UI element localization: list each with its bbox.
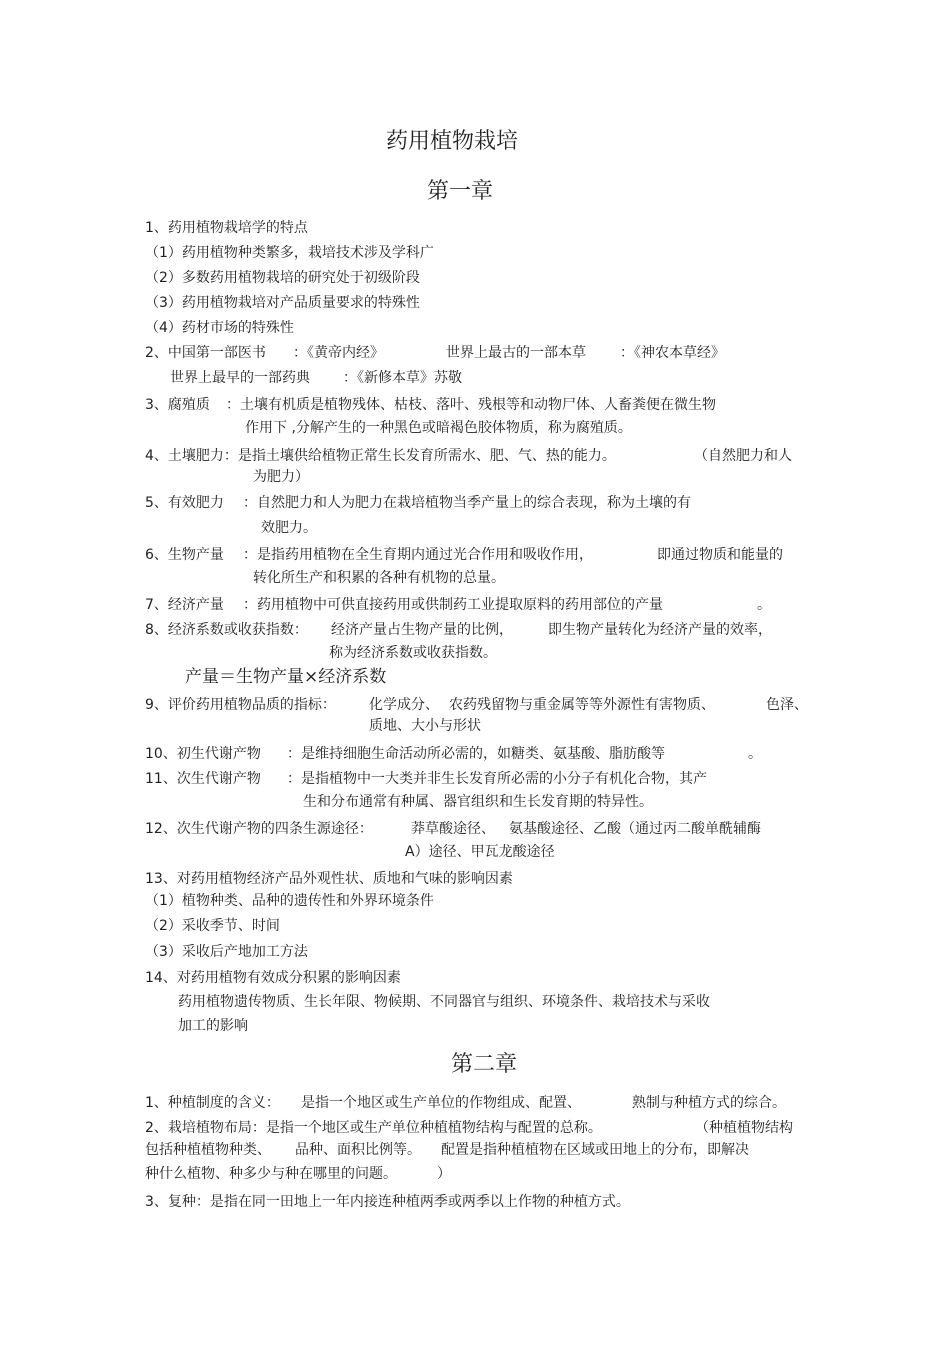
question-text: 3、复种：是指在同一田地上一年内接连种植两季或两季以上作物的种植方式。: [145, 1194, 630, 1210]
question-text: 农药残留物与重金属等等外源性有害物质、: [449, 697, 715, 713]
question-text: 色泽、: [766, 697, 808, 713]
question-text: ：药用植物中可供直接药用或供制药工业提取原料的药用部位的产量: [243, 597, 663, 613]
question-text: ）: [437, 1166, 451, 1182]
list-item: （2）采收季节、时间: [145, 918, 280, 934]
page-title: 药用植物栽培: [386, 129, 519, 154]
question-text: 熟制与种植方式的综合。: [632, 1095, 786, 1111]
question-text: 生和分布通常有种属、器官组织和生长发育期的特异性。: [303, 794, 653, 810]
question-label: 6、生物产量: [145, 547, 224, 563]
question-title: 14、对药用植物有效成分积累的影响因素: [145, 970, 401, 986]
question-text: 经济产量占生物产量的比例，: [331, 622, 513, 638]
question-label: 10、初生代谢产物: [145, 746, 261, 762]
question-text: 转化所生产和积累的各种有机物的总量。: [253, 570, 505, 586]
question-text: 称为经济系数或收获指数。: [329, 645, 497, 661]
question-text: 莽草酸途径、: [411, 821, 495, 837]
question-label: 12、次生代谢产物的四条生源途径：: [145, 821, 373, 837]
question-text: 2、栽培植物布局：是指一个地区或生产单位种植植物结构与配置的总称。: [145, 1120, 602, 1136]
list-item: （1）植物种类、品种的遗传性和外界环境条件: [145, 893, 434, 909]
question-text: 即通过物质和能量的: [657, 547, 783, 563]
question-text: 种什么植物、种多少与种在哪里的问题。: [145, 1166, 397, 1182]
question-text: ：《黄帝内经》: [293, 345, 384, 361]
chapter-heading: 第二章: [451, 1052, 518, 1077]
question-text: 化学成分、: [369, 697, 439, 713]
list-item: （1）药用植物种类繁多，栽培技术涉及学科广: [145, 245, 434, 261]
question-label: 1、种植制度的含义：: [145, 1095, 280, 1111]
question-text: 4、土壤肥力：是指土壤供给植物正常生长发育所需水、肥、气、热的能力。: [145, 448, 616, 464]
question-label: 11、次生代谢产物: [145, 771, 261, 787]
question-label: 5、有效肥力: [145, 495, 224, 511]
question-text: A）途径、甲瓦龙酸途径: [405, 844, 555, 860]
question-label: 8、经济系数或收获指数：: [145, 622, 308, 638]
question-text: 效肥力。: [261, 520, 317, 536]
question-text: ：是指药用植物在全生育期内通过光合作用和吸收作用，: [243, 547, 593, 563]
question-text: 品种、面积比例等。: [295, 1142, 421, 1158]
question-text: 即生物产量转化为经济产量的效率，: [548, 622, 772, 638]
list-item: （2）多数药用植物栽培的研究处于初级阶段: [145, 270, 420, 286]
question-text: 作用下 ,分解产生的一种黑色或暗褐色胶体物质，称为腐殖质。: [245, 420, 632, 436]
chapter-heading: 第一章: [427, 179, 494, 204]
list-item: （3）药用植物栽培对产品质量要求的特殊性: [145, 295, 420, 311]
question-title: 1、药用植物栽培学的特点: [145, 220, 308, 236]
question-text: 氨基酸途径、乙酸（通过丙二酸单酰辅酶: [509, 821, 761, 837]
question-note: （种植植物结构: [695, 1120, 793, 1136]
question-text: 质地、大小与形状: [369, 718, 481, 734]
question-label: 3、腐殖质: [145, 397, 210, 413]
formula: 产量＝生物产量×经济系数: [185, 667, 387, 687]
question-label: 9、评价药用植物品质的指标：: [145, 697, 336, 713]
question-label: 2、中国第一部医书: [145, 345, 266, 361]
question-text: ：自然肥力和人为肥力在栽培植物当季产量上的综合表现，称为土壤的有: [243, 495, 691, 511]
question-note: （自然肥力和人: [694, 448, 792, 464]
question-text: 为肥力）: [253, 469, 309, 485]
list-item: （3）采收后产地加工方法: [145, 944, 308, 960]
question-title: 13、对药用植物经济产品外观性状、质地和气味的影响因素: [145, 871, 513, 887]
question-text: 。: [757, 597, 771, 613]
question-text: 药用植物遗传物质、生长年限、物候期、不同器官与组织、环境条件、栽培技术与采收: [178, 994, 710, 1010]
question-text: 包括种植植物种类、: [145, 1142, 271, 1158]
question-text: 世界上最早的一部药典: [170, 370, 310, 386]
question-text: 是指一个地区或生产单位的作物组成、配置、: [301, 1095, 581, 1111]
question-text: 配置是指种植植物在区域或田地上的分布，即解决: [441, 1142, 749, 1158]
question-label: 7、经济产量: [145, 597, 224, 613]
list-item: （4）药材市场的特殊性: [145, 320, 294, 336]
question-text: 。: [748, 746, 762, 762]
question-text: ：《新修本草》苏敬: [343, 370, 462, 386]
question-text: ：是维持细胞生命活动所必需的，如糖类、氨基酸、脂肪酸等: [287, 746, 665, 762]
question-text: 加工的影响: [178, 1018, 248, 1034]
question-text: 世界上最古的一部本草: [446, 345, 586, 361]
question-text: ：《神农本草经》: [620, 345, 725, 361]
question-text: ：是指植物中一大类并非生长发育所必需的小分子有机化合物，其产: [287, 771, 707, 787]
question-text: ：土壤有机质是植物残体、枯枝、落叶、残根等和动物尸体、人畜粪便在微生物: [226, 397, 716, 413]
